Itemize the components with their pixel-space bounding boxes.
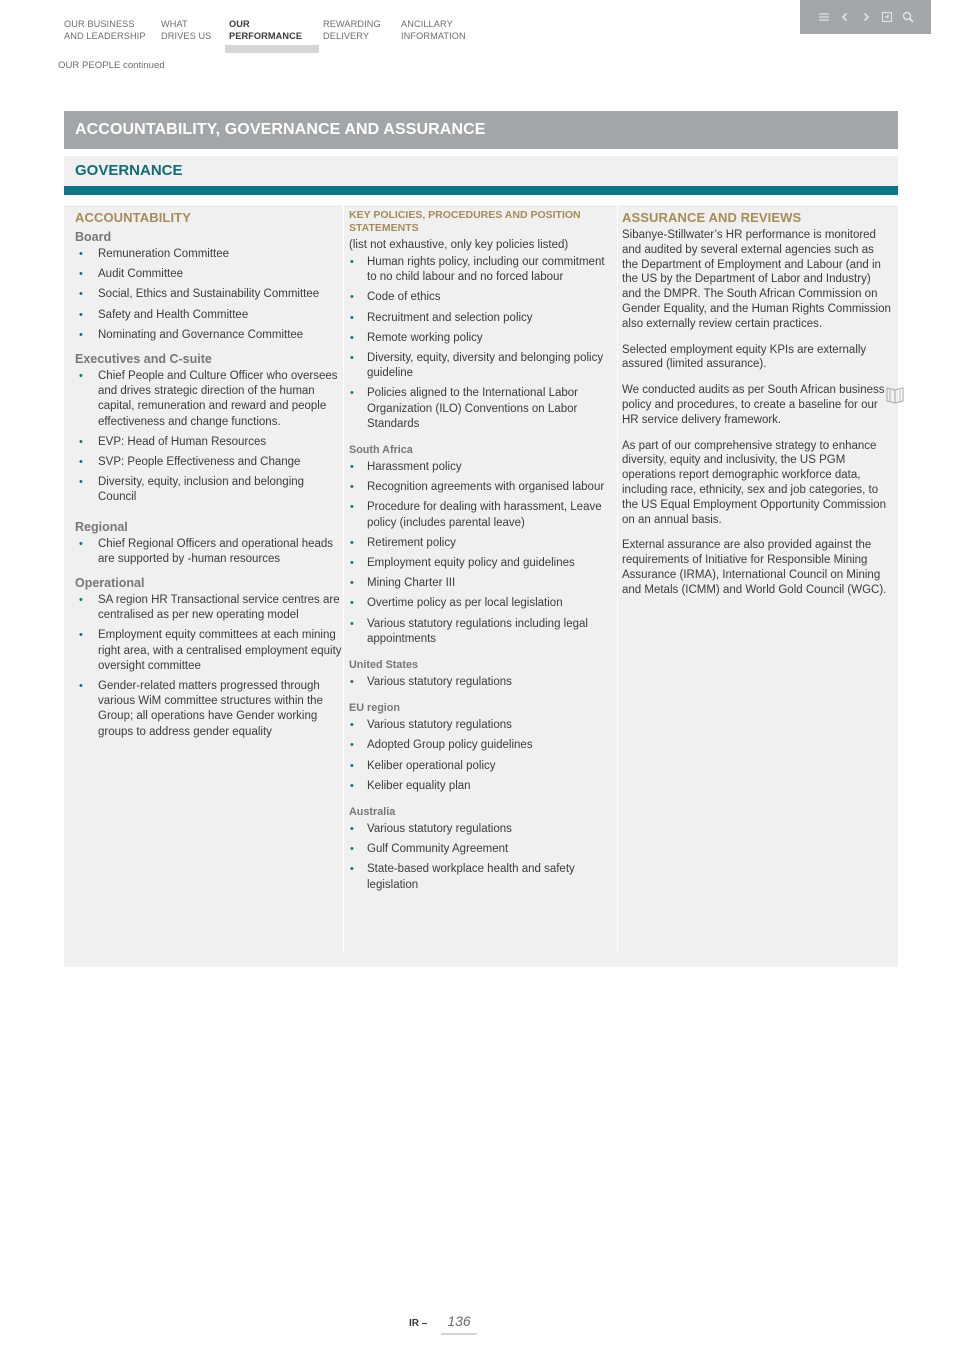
executives-list [64, 369, 343, 506]
assurance-paragraph: Sibanye-Stillwater’s HR performance is monitored and audited by several external agencies such as the Department of Employment and Labour (and in the US by the Department of Labor and Industry) and the DMPR. The South African Commission on Gender Equality, and the Human Rights Commission also externally review certain practices. [622, 229, 891, 330]
nav-label: WHAT [161, 19, 188, 29]
eu-region-list [344, 718, 617, 794]
nav-label: DELIVERY [323, 30, 370, 41]
list-item: • Nominating and Governance Committee [64, 328, 342, 343]
list-item: • EVP: Head of Human Resources [64, 435, 342, 450]
list-item: • Various statutory regulations [344, 718, 616, 733]
list-item: • Recruitment and selection policy [344, 311, 616, 326]
list-item: • State-based workplace health and safety legislation [344, 862, 616, 892]
accent-bar [64, 186, 898, 195]
general-policies-list [344, 255, 617, 432]
south-africa-list [344, 460, 617, 647]
nav-label: REWARDING [323, 19, 381, 29]
list-item: • Various statutory regulations including legal appointments [344, 617, 616, 647]
group-heading: Regional [75, 519, 128, 534]
region-heading: South Africa [349, 444, 413, 457]
list-item: • Various statutory regulations [344, 675, 616, 690]
board-list [64, 247, 343, 343]
menu-icon [818, 11, 830, 23]
region-heading: Australia [349, 806, 396, 819]
download-icon [881, 11, 893, 23]
list-item: • Harassment policy [344, 460, 616, 475]
chevron-left-icon [839, 11, 851, 23]
list-item: • Employment equity policy and guidelines [344, 556, 616, 571]
nav-label: OUR [229, 19, 250, 29]
list-item: • Safety and Health Committee [64, 308, 342, 323]
nav-label: PERFORMANCE [229, 30, 303, 41]
page-footer [409, 1313, 471, 1329]
policies-column [343, 205, 618, 951]
list-item: • Recognition agreements with organised labour [344, 480, 616, 495]
chevron-right-icon [860, 11, 872, 23]
accountability-column [64, 205, 343, 951]
governance-title: GOVERNANCE [75, 162, 183, 179]
list-item: • Diversity, equity, inclusion and belonging Council [64, 475, 342, 505]
list-item: • Diversity, equity, diversity and belonging policy guideline [344, 351, 616, 381]
assurance-paragraph: External assurance are also provided against the requirements of Initiative for Responsible Mining Assurance (IRMA), International Council on Mining and Metals (ICMM) and World Gold Council (WGC). [622, 539, 887, 596]
list-item: • Various statutory regulations [344, 822, 616, 837]
menu-button[interactable] [818, 11, 830, 23]
list-item: • Chief People and Culture Officer who oversees and drives strategic direction of the human capital, remuneration and reward and people effectiveness and change functions. [64, 369, 342, 430]
list-item: • Remote working policy [344, 331, 616, 346]
list-item: • Procedure for dealing with harassment, Leave policy (includes parental leave) [344, 500, 616, 530]
book-icon [885, 384, 905, 404]
governance-table [64, 205, 898, 967]
assurance-paragraph: Selected employment equity KPIs are externally assured (limited assurance). [622, 343, 867, 371]
section-title-bar [64, 111, 898, 149]
assurance-title: ASSURANCE AND REVIEWS [622, 210, 802, 225]
list-item: • Keliber operational policy [344, 759, 616, 774]
list-item: • Chief Regional Officers and operational heads are supported by -human resources [64, 537, 342, 567]
list-item: • Retirement policy [344, 536, 616, 551]
group-heading: Operational [75, 576, 145, 591]
list-item: • SA region HR Transactional service centres are centralised as per new operating model [64, 593, 342, 623]
nav-label: AND LEADERSHIP [64, 30, 146, 41]
assurance-paragraph: As part of our comprehensive strategy to enhance diversity, equity and inclusivity, the US PGM operations report demographic workforce data, including race, ethnicity, sex and job categories, to the US Equal Employment Opportunity Commission on an annual basis. [622, 439, 886, 526]
nav-label: ANCILLARY [401, 19, 453, 29]
group-heading: Board [75, 230, 112, 244]
top-navigation [64, 19, 491, 42]
page-number: 136 [447, 1313, 471, 1329]
governance-header [64, 156, 898, 186]
list-item: • Audit Committee [64, 267, 342, 282]
list-item: • Gulf Community Agreement [344, 842, 616, 857]
next-page-button[interactable] [860, 11, 872, 23]
accountability-title: ACCOUNTABILITY [75, 210, 191, 225]
regional-list [64, 537, 343, 567]
search-button[interactable] [902, 11, 914, 23]
united-states-list [344, 675, 617, 690]
policies-note: (list not exhaustive, only key policies listed) [349, 239, 569, 251]
list-item: • Overtime policy as per local legislation [344, 596, 616, 611]
list-item: • Employment equity committees at each mining right area, with a centralised employment equity oversight committee [64, 628, 342, 674]
nav-rewarding-delivery[interactable] [323, 19, 401, 42]
list-item: • Remuneration Committee [64, 247, 342, 262]
nav-label: OUR BUSINESS [64, 19, 135, 29]
assurance-book-link[interactable] [885, 384, 905, 404]
region-heading: EU region [349, 702, 400, 715]
nav-what-drives-us[interactable] [161, 19, 229, 42]
nav-our-performance[interactable] [229, 19, 323, 42]
list-item: • Social, Ethics and Sustainability Committee [64, 287, 342, 302]
search-icon [902, 11, 914, 23]
nav-ancillary-information[interactable] [401, 19, 491, 42]
operational-list [64, 593, 343, 740]
report-prefix: IR – [409, 1318, 428, 1329]
toolbar [800, 0, 931, 34]
assurance-paragraph: We conducted audits as per South African business policy and procedures, to create a baseline for our HR service delivery framework. [622, 384, 885, 426]
nav-our-business[interactable] [64, 19, 161, 42]
australia-list [344, 822, 617, 893]
nav-label: DRIVES US [161, 30, 212, 41]
group-heading: Executives and C-suite [75, 352, 212, 367]
breadcrumb: OUR PEOPLE continued [58, 60, 165, 71]
download-button[interactable] [881, 11, 893, 23]
list-item: • SVP: People Effectiveness and Change [64, 455, 342, 470]
list-item: • Gender-related matters progressed through various WiM committee structures within the Group; all operations have Gender working groups to address gender equality [64, 679, 342, 740]
policies-title: KEY POLICIES, PROCEDURES AND POSITION STATEMENTS [349, 209, 581, 234]
list-item: • Keliber equality plan [344, 779, 616, 794]
nav-label: INFORMATION [401, 30, 466, 41]
list-item: • Policies aligned to the International Labor Organization (ILO) Conventions on Labor Standards [344, 386, 616, 432]
list-item: • Code of ethics [344, 290, 616, 305]
list-item: • Adopted Group policy guidelines [344, 738, 616, 753]
list-item: • Mining Charter III [344, 576, 616, 591]
previous-page-button[interactable] [839, 11, 851, 23]
assurance-column [618, 205, 898, 951]
region-heading: United States [349, 659, 418, 672]
list-item: • Human rights policy, including our commitment to no child labour and no forced labour [344, 255, 616, 285]
section-title: ACCOUNTABILITY, GOVERNANCE AND ASSURANCE [75, 121, 486, 138]
